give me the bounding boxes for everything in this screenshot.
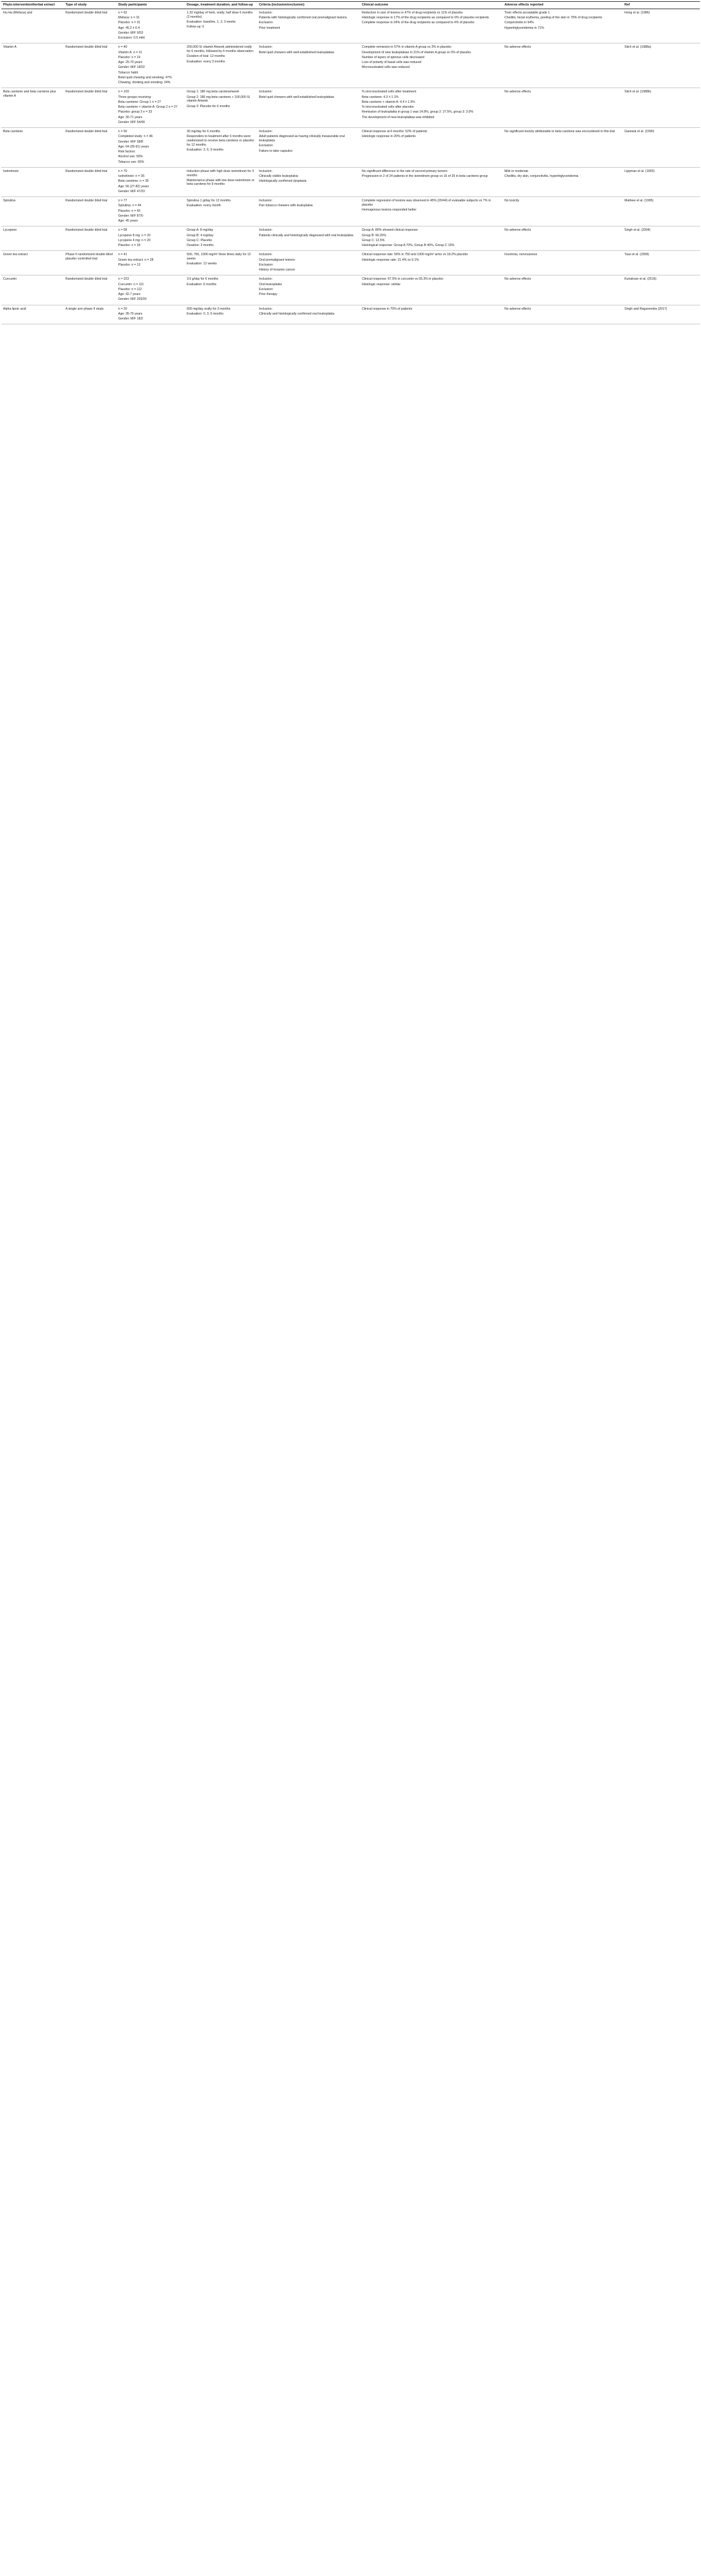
outcome-cell — [360, 251, 503, 275]
cell-line: Gender: M/F 18/2 — [118, 317, 143, 321]
dosage-cell — [185, 251, 257, 275]
cell-line: Inclusion: — [259, 90, 272, 94]
cell-line: Lycopene 8 mg: n = 20 — [118, 233, 151, 237]
cell-line: Age: 30-71 years — [118, 115, 143, 119]
participants-cell — [116, 9, 185, 43]
ref-cell — [623, 197, 700, 226]
study-type-cell — [64, 305, 116, 324]
cell-line: No adverse effects — [504, 45, 531, 50]
cell-text: Kuriakose et al. (2016) — [624, 277, 657, 282]
cell-text: Beta carotene — [3, 130, 23, 134]
cell-line: Curcumin: n = 111 — [118, 282, 144, 286]
cell-line: Oral leukoplakia — [259, 282, 282, 286]
cell-line: Inclusion: — [259, 277, 272, 282]
cell-line: Beta carotene: Group 1 n = 27 — [118, 100, 161, 104]
participants-cell — [116, 226, 185, 251]
cell-text: Mathew et al. (1995) — [624, 199, 654, 203]
cell-line: 1.32 mg/day of herb, orally, half dose 6 months (2 months) — [187, 10, 253, 19]
cell-line: Tobacco use: 65% — [118, 160, 144, 164]
cell-line: Failure to take capsules — [259, 149, 293, 153]
cell-line: Duration of trial: 12 months — [187, 54, 225, 59]
ref-cell — [623, 128, 700, 168]
cell-line: 500, 750, 1000 mg/m² three times daily for 12 weeks — [187, 253, 251, 261]
cell-line: n = 50 — [118, 130, 127, 134]
participants-cell — [116, 275, 185, 305]
participants-cell — [116, 251, 185, 275]
cell-line: Melissa: n = 31 — [118, 16, 140, 20]
ref-cell — [623, 305, 700, 324]
cell-line: n = 40 — [118, 45, 127, 50]
ref-cell — [623, 43, 700, 88]
table-row — [1, 128, 700, 168]
cell-line: Clinically and histologically confirmed oral leukoplakia — [259, 312, 335, 316]
cell-line: Evaluation: 0, 3, 6 months — [187, 312, 223, 316]
participants-cell — [116, 305, 185, 324]
cell-line: No significant toxicity attributable to beta carotene was encountered in this trial — [504, 130, 615, 134]
cell-line: n = 58 — [118, 228, 127, 233]
outcome-cell — [360, 226, 503, 251]
intervention-cell — [1, 43, 64, 88]
cell-line: Exclusion: — [259, 144, 274, 148]
outcome-cell — [360, 275, 503, 305]
cell-line: Follow-up: 0 — [187, 25, 204, 29]
cell-line: Evaluation: baseline, 1, 2, 3 weeks — [187, 20, 236, 24]
cell-line: Prior treatment — [259, 26, 280, 30]
intervention-cell — [1, 128, 64, 168]
cell-line: Clinical response in 70% of patients — [362, 307, 413, 311]
criteria-cell — [257, 226, 360, 251]
table-row — [1, 251, 700, 275]
intervention-cell — [1, 167, 64, 196]
cell-line: Exclusion: — [259, 287, 274, 291]
cell-line: n = 62 — [118, 10, 127, 15]
table-row — [1, 275, 700, 305]
cell-line: Patients with histologically confirmed oral premalignant lesions — [259, 16, 347, 20]
cell-line: Gender: M/F 87/0 — [118, 214, 143, 218]
cell-line: n = 70 — [118, 169, 127, 173]
cell-line: Inclusion: — [259, 130, 272, 134]
criteria-cell — [257, 167, 360, 196]
cell-line: Loss of polarity of basal cells was reduced — [362, 61, 422, 65]
page — [0, 1, 701, 2576]
intervention-cell — [1, 9, 64, 43]
cell-line: Induction phase with high dose isotretinoin for 3 months — [187, 169, 254, 177]
cell-line: 30 mg/day for 6 months — [187, 130, 220, 134]
cell-line: Reduction in size of lesions in 47% of drug recipients vs 11% of placebo — [362, 10, 463, 15]
cell-text: Isotretinoin — [3, 169, 19, 173]
cell-line: Pan tobacco chewers with leukoplakia — [259, 204, 313, 208]
cell-line: Histologic response in 17% of the drug recipients as compared to 0% of placebo recipients — [362, 16, 489, 20]
header-intervention: Phyto-intervention/herbal extract — [1, 2, 64, 9]
intervention-cell — [1, 197, 64, 226]
ref-cell — [623, 275, 700, 305]
cell-line: Group A: 8 mg/day — [187, 228, 214, 233]
cell-line: n = 77 — [118, 199, 127, 203]
cell-line: Patients clinically and histologically diagnosed with oral leukoplakia — [259, 233, 353, 237]
study-type-cell — [64, 251, 116, 275]
cell-line: Group B: 4 mg/day — [187, 233, 214, 237]
cell-line: Group B: 66.25% — [362, 233, 386, 237]
adverse-cell — [503, 88, 623, 128]
cell-text: Randomized double blind trial — [66, 90, 108, 94]
cell-line: n = 41 — [118, 253, 127, 257]
cell-line: Completed study: n = 46 — [118, 135, 153, 139]
adverse-cell — [503, 167, 623, 196]
cell-line: Beta carotene: n = 35 — [118, 179, 149, 184]
dosage-cell — [185, 43, 257, 88]
cell-line: % micronucleated cells after placebo: — [362, 105, 414, 110]
dosage-cell — [185, 226, 257, 251]
cell-line: Group 2: 180 mg beta carotene + 100,000 IU vitamin A/week — [187, 95, 250, 103]
cell-line: Evaluation: 3, 6, 9 months — [187, 147, 223, 152]
cell-line: Isotretinoin: n = 35 — [118, 174, 144, 179]
participants-cell — [116, 197, 185, 226]
cell-line: Placebo: n = 112 — [118, 287, 142, 291]
cell-line: Exclusion: — [259, 21, 274, 25]
table-row — [1, 9, 700, 43]
cell-line: Hypertriglyceridemia in 71% — [504, 26, 544, 30]
cell-line: No significant difference in the rate of second primary tumors — [362, 169, 448, 173]
intervention-cell — [1, 275, 64, 305]
cell-text: Randomized double blind trial — [66, 45, 108, 50]
adverse-cell — [503, 305, 623, 324]
table-header — [1, 2, 700, 9]
cell-line: Inclusion: — [259, 10, 272, 15]
cell-line: Complete regression of lesions was observed in 45% (20/44) of evaluable subjects vs 7% in placebo — [362, 199, 491, 207]
cell-line: Spirulina 1 g/day for 12 months — [187, 199, 231, 203]
cell-line: Duration: 3 months — [187, 244, 214, 248]
outcome-cell — [360, 167, 503, 196]
study-type-cell — [64, 167, 116, 196]
table-row — [1, 167, 700, 196]
cell-line: Gender: M/F 38/8 — [118, 140, 143, 144]
cell-line: Gender: M/F 203/20 — [118, 297, 147, 302]
cell-line: Beta carotene + vitamin A: Group 2 n = 27 — [118, 105, 178, 110]
cell-line: Evaluation: every 3 months — [187, 59, 225, 64]
cell-line: Evaluation: 12 weeks — [187, 262, 217, 266]
criteria-cell — [257, 197, 360, 226]
cell-line: n = 20 — [118, 307, 127, 311]
cell-text: Hong et al. (1986) — [624, 10, 650, 15]
cell-line: Inclusion: — [259, 253, 272, 257]
cell-line: Green tea extract: n = 28 — [118, 258, 154, 262]
cell-text: Singh and Ragavendra (2017) — [624, 307, 667, 311]
cell-line: Adult patients diagnosed as having clinically measurable oral leukoplakia — [259, 135, 345, 143]
header-clinical-outcome: Clinical outcome — [360, 2, 503, 9]
cell-line: Micronucleated cells was reduced — [362, 65, 410, 70]
cell-line: Prior therapy — [259, 293, 277, 297]
adverse-cell — [503, 128, 623, 168]
adverse-cell — [503, 226, 623, 251]
criteria-cell — [257, 9, 360, 43]
study-type-cell — [64, 9, 116, 43]
cell-text: Green tea extract — [3, 253, 28, 257]
cell-text: Stich et al. (1988a) — [624, 45, 651, 50]
cell-text: Phase II randomized double blind placebo controlled trial — [66, 253, 113, 261]
cell-line: Vitamin A: n = 21 — [118, 50, 143, 54]
cell-line: Toxic effects acceptable grade 1 — [504, 10, 550, 15]
header-dosage: Dosage, treatment duration, and follow-up — [185, 2, 257, 9]
cell-line: Placebo: n = 31 — [118, 21, 141, 25]
cell-line: Inclusion: — [259, 307, 272, 311]
cell-line: Remission of leukoplakia in group 1 was 14.8%, group 2: 27.5%, group 3: 3.0% — [362, 110, 473, 114]
cell-line: Group 3: Placebo for 6 months — [187, 104, 230, 108]
cell-line: Mild or moderate — [504, 169, 528, 173]
cell-line: Gender: M/F 9/53 — [118, 31, 143, 35]
cell-line: Three groups receiving: — [118, 95, 152, 99]
dosage-cell — [185, 167, 257, 196]
cell-line: Placebo: n = 18 — [118, 244, 141, 248]
cell-line: No adverse effects — [504, 228, 531, 233]
cell-line: Age: 35-75 years — [118, 312, 143, 316]
cell-line: Placebo: group 3 n = 33 — [118, 110, 152, 114]
cell-line: Group A: 80% showed clinical response — [362, 228, 418, 233]
cell-line: Group 1: 180 mg beta carotene/week — [187, 90, 239, 94]
cell-line: Age: 42.7 years — [118, 293, 141, 297]
header-participants: Study participants — [116, 2, 185, 9]
cell-line: Placebo: n = 19 — [118, 55, 141, 59]
table-row — [1, 226, 700, 251]
dosage-cell — [185, 197, 257, 226]
study-type-cell — [64, 88, 116, 128]
cell-line: Clinical response at 6 months: 52% of patients — [362, 130, 427, 134]
header-adverse-effects: Adverse effects reported — [503, 2, 623, 9]
cell-text: Randomized double blind trial — [66, 199, 108, 203]
cell-text: Tsao et al. (2009) — [624, 253, 650, 257]
cell-line: Gender: M/F 18/22 — [118, 65, 145, 70]
cell-line: Maintenance phase with low dose isotretinoin or beta carotene for 9 months — [187, 178, 255, 187]
participants-cell — [116, 43, 185, 88]
cell-line: Age: 56 (27-82) years — [118, 184, 149, 189]
outcome-cell — [360, 43, 503, 88]
dosage-cell — [185, 275, 257, 305]
cell-line: Spirulina: n = 44 — [118, 204, 141, 208]
adverse-cell — [503, 43, 623, 88]
cell-line: Age: 45 years — [118, 219, 138, 223]
outcome-cell — [360, 197, 503, 226]
cell-line: Age: 45.2 ± 6.4 — [118, 26, 140, 30]
cell-line: Histologically confirmed dysplasia — [259, 179, 307, 184]
cell-text: Beta carotene and beta carotene plus vitamin A — [3, 90, 56, 99]
ref-cell — [623, 9, 700, 43]
cell-line: Insomnia, nervousness — [504, 253, 538, 257]
cell-line: Inclusion: — [259, 169, 272, 173]
study-type-cell — [64, 275, 116, 305]
study-type-cell — [64, 43, 116, 88]
cell-line: Inclusion: — [259, 45, 272, 50]
cell-line: Exclusion: — [259, 263, 274, 267]
adverse-cell — [503, 251, 623, 275]
participants-cell — [116, 128, 185, 168]
cell-text: Singh et al. (2004) — [624, 228, 651, 233]
cell-line: Evaluation: every month — [187, 204, 221, 208]
study-type-cell — [64, 226, 116, 251]
cell-text: Randomized double blind trial — [66, 130, 108, 134]
dosage-cell — [185, 9, 257, 43]
cell-line: Exclusion: 0.5 mild — [118, 36, 145, 40]
cell-line: Progression in 2 of 24 patients in the isotretinoin group vs 16 of 29 in beta carotene group — [362, 174, 488, 179]
cell-line: Beta carotene + vitamin A: 4.4 ± 1.5% — [362, 100, 415, 104]
criteria-cell — [257, 305, 360, 324]
intervention-cell — [1, 305, 64, 324]
cell-line: Histologic response: similar — [362, 282, 401, 286]
participants-cell — [116, 167, 185, 196]
cell-line: Development of new leukoplakias in 21% of vitamin A group vs 0% of placebo — [362, 50, 471, 54]
cell-text: Spirulina — [3, 199, 16, 203]
cell-line: Inclusion: — [259, 228, 272, 233]
header-study-type: Type of study — [64, 2, 116, 9]
cell-line: Oral premalignant lesions — [259, 258, 295, 262]
cell-line: Homogenous lesions responded better — [362, 208, 417, 212]
cell-text: Lycopene — [3, 228, 17, 233]
cell-line: Clinical response: 67.5% in curcumin vs 55.3% in placebo — [362, 277, 443, 282]
cell-line: Number of layers of spinous cells decreased — [362, 55, 425, 59]
cell-line: The development of new leukoplakias was inhibited — [362, 115, 435, 119]
criteria-cell — [257, 275, 360, 305]
cell-line: No adverse effects — [504, 277, 531, 282]
criteria-cell — [257, 88, 360, 128]
cell-line: Histological response: Group A 70%, Group B 40%, Group C 10% — [362, 244, 455, 248]
cell-line: No adverse effects — [504, 90, 531, 94]
criteria-cell — [257, 251, 360, 275]
adverse-cell — [503, 197, 623, 226]
cell-line: Clinical response rate: 50% in 750 and 1000 mg/m² arms vs 18.2% placebo — [362, 253, 468, 257]
cell-line: Histologic response in 20% of patients — [362, 135, 416, 139]
cell-line: n = 103 — [118, 90, 129, 94]
cell-line: Tobacco habit: — [118, 70, 139, 75]
table-row — [1, 305, 700, 324]
cell-text: Randomized double blind trial — [66, 169, 108, 173]
ref-cell — [623, 167, 700, 196]
adverse-cell — [503, 275, 623, 305]
cell-text: Randomized double blind trial — [66, 228, 108, 233]
dosage-cell — [185, 88, 257, 128]
criteria-cell — [257, 128, 360, 168]
cell-text: Curcumin — [3, 277, 17, 282]
cell-line: 200,000 IU vitamin A/week administered orally for 6 months, followed by 6 months observation — [187, 45, 253, 54]
cell-line: No toxicity — [504, 199, 519, 203]
table-row — [1, 43, 700, 88]
cell-line: Age: 25-70 years — [118, 61, 143, 65]
cell-text: Garewal et al. (1990) — [624, 130, 654, 134]
cell-line: Cheilitis, dry skin, conjunctivitis, hypertriglyceridemia — [504, 174, 579, 179]
cell-line: n = 223 — [118, 277, 129, 282]
outcome-cell — [360, 305, 503, 324]
cell-text: Randomized double blind trial — [66, 277, 108, 282]
adverse-cell — [503, 9, 623, 43]
cell-line: Complete response in 24% of the drug recipients as compared to 4% of placebo — [362, 21, 474, 25]
cell-line: Beta carotene: 4.3 ± 1.1% — [362, 95, 399, 99]
outcome-cell — [360, 128, 503, 168]
criteria-cell — [257, 43, 360, 88]
cell-line: Inclusion: — [259, 199, 272, 203]
ref-cell — [623, 251, 700, 275]
cell-text: Stich et al. (1988b) — [624, 90, 651, 94]
cell-line: Placebo: n = 43 — [118, 209, 141, 213]
cell-line: Responders to treatment after 6 months were randomized to receive beta carotene or placebo for 12 months — [187, 135, 254, 147]
cell-line: Group C: 12.5% — [362, 238, 385, 242]
outcome-cell — [360, 88, 503, 128]
cell-line: Betel quid chewers with well-established leukoplakias — [259, 95, 334, 99]
cell-line: History of invasive cancer — [259, 268, 296, 272]
cell-line: Betel quid chewers with well-established leukoplakias — [259, 50, 334, 54]
study-type-cell — [64, 128, 116, 168]
cell-line: 3.6 g/day for 6 months — [187, 277, 219, 282]
study-type-cell — [64, 197, 116, 226]
outcome-cell — [360, 9, 503, 43]
cell-text: Hu-Ha (Melissa) and — [3, 10, 32, 15]
cell-line: Group C: Placebo — [187, 238, 212, 242]
cell-line: Conjunctivitis in 54% — [504, 21, 534, 25]
header-ref: Ref — [623, 2, 700, 9]
cell-line: Cheilitis, facial erythema, peeling of the skin in 79% of drug recipients — [504, 16, 602, 20]
dosage-cell — [185, 128, 257, 168]
cell-line: Lycopene 4 mg: n = 20 — [118, 238, 151, 242]
table-row — [1, 88, 700, 128]
cell-line: Placebo: n = 13 — [118, 263, 141, 267]
cell-line: 600 mg/day orally for 3 months — [187, 307, 231, 311]
dosage-cell — [185, 305, 257, 324]
table-row — [1, 197, 700, 226]
cell-line: Gender: M/F 54/49 — [118, 120, 145, 124]
table-body — [1, 9, 700, 324]
cell-line: Histologic response rate: 21.4% vs 9.1% — [362, 258, 419, 262]
cell-line: % micronucleated cells after treatment: — [362, 90, 417, 94]
ref-cell — [623, 88, 700, 128]
cell-line: Chewing, drinking and smoking: 24% — [118, 81, 171, 85]
intervention-cell — [1, 88, 64, 128]
ref-cell — [623, 226, 700, 251]
cell-text: Vitamin A — [3, 45, 17, 50]
header-criteria: Criteria (inclusion/exclusion) — [257, 2, 360, 9]
cell-line: Complete remission in 57% in vitamin A group vs 3% in placebo — [362, 45, 452, 50]
intervention-cell — [1, 251, 64, 275]
cell-text: Randomized double blind trial — [66, 10, 108, 15]
cell-line: Evaluation: 6 months — [187, 282, 217, 286]
cell-text: Lippman et al. (1993) — [624, 169, 655, 173]
cell-line: Clinically visible leukoplakia — [259, 174, 298, 179]
participants-cell — [116, 88, 185, 128]
cell-text: A single arm phase II study — [66, 307, 104, 311]
cell-line: Age: 64 (35-91) years — [118, 144, 149, 149]
intervention-cell — [1, 226, 64, 251]
cell-line: No adverse effects — [504, 307, 531, 311]
studies-table — [1, 1, 700, 324]
cell-line: Alcohol use: 50% — [118, 155, 143, 159]
cell-line: Gender: M/F 47/23 — [118, 189, 145, 193]
cell-text: Alpha lipoic acid — [3, 307, 26, 311]
cell-line: Risk factors: — [118, 150, 136, 154]
cell-line: Betel quid chewing and smoking: 47% — [118, 75, 172, 80]
